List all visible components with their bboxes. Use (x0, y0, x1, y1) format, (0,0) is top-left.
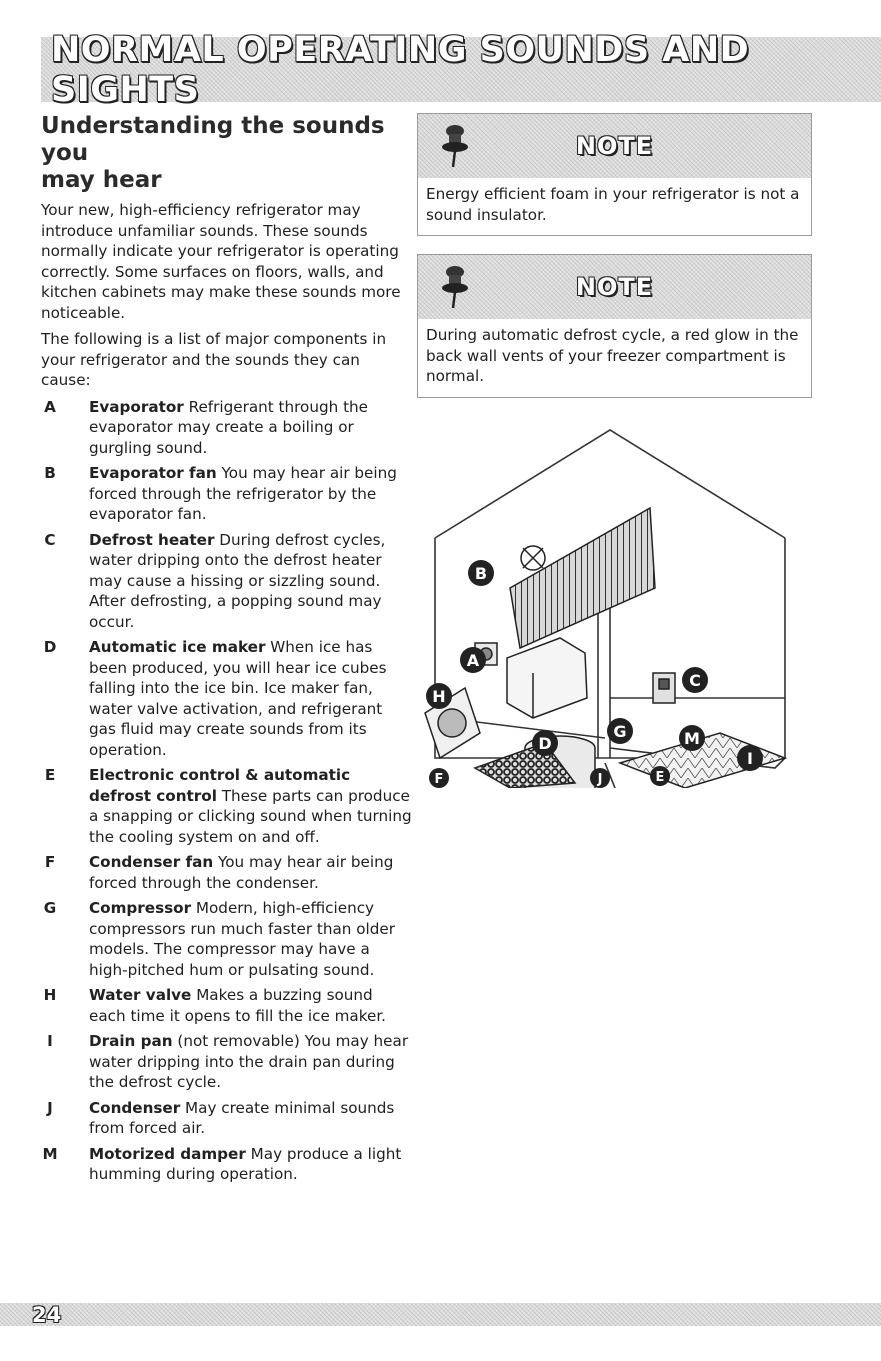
motorized-damper (653, 673, 675, 703)
component-name: Evaporator fan (89, 464, 217, 482)
ice-maker (507, 638, 587, 718)
section-title (41, 113, 413, 194)
component-letter: B (44, 464, 56, 482)
page-banner (41, 29, 881, 110)
component-desc: These parts can produce a snapping or clicking sound when turning the cooling system on and off. (89, 786, 412, 846)
component-letter: E (44, 766, 56, 784)
note-label: NOTE (575, 273, 654, 301)
list-item (41, 397, 413, 459)
list-item (41, 637, 413, 760)
component-list (41, 397, 413, 1185)
svg-text:A: A (466, 651, 480, 670)
page-footer (0, 1303, 881, 1326)
component-desc: During defrost cycles, water dripping onto the defrost heater may cause a hissing or sizzling sound. After defrosting, a popping sound may occur. (89, 530, 386, 631)
section-title-line2: may hear (41, 167, 162, 193)
component-letter: A (44, 397, 56, 416)
page-number: 24 (32, 1302, 62, 1327)
component-letter: J (47, 1098, 53, 1117)
svg-text:F: F (434, 772, 444, 787)
component-desc: May produce a light humming during operation. (89, 1144, 402, 1183)
callout-c (682, 667, 708, 693)
note-box-defrost-glow (417, 254, 812, 398)
list-item (41, 852, 413, 893)
list-item (41, 1031, 413, 1093)
component-desc: You may hear air being forced through the condenser. (89, 853, 394, 892)
svg-text:H: H (432, 687, 446, 706)
svg-text:B: B (474, 564, 488, 583)
note-box-foam (417, 113, 812, 236)
list-item (41, 1098, 413, 1139)
component-letter: F (44, 853, 56, 871)
evaporator-coil (510, 508, 655, 648)
component-letter: C (44, 530, 56, 549)
component-desc: (not removable) You may hear water dripping into the drain pan during the defrost cycle. (89, 1032, 409, 1091)
component-name: Condenser (89, 1098, 181, 1117)
list-item (41, 530, 413, 633)
svg-text:C: C (689, 671, 701, 690)
list-item (41, 1144, 413, 1185)
note-label: NOTE (575, 132, 654, 160)
callout-f (429, 768, 449, 788)
component-name: Water valve (89, 986, 192, 1004)
component-name: Automatic ice maker (89, 638, 266, 656)
svg-text:E: E (655, 770, 665, 785)
component-desc: Refrigerant through the evaporator may create a boiling or gurgling sound. (89, 397, 368, 457)
section-title-line1: Understanding the sounds you (41, 113, 385, 166)
callout-a (460, 647, 486, 673)
intro-paragraph: Your new, high-efficiency refrigerator may introduce unfamiliar sounds. These sounds normally indicate your refrigerator is operating correctly. Some surfaces on floors, walls, and kitchen cabinets may make these sounds more noticeable. (41, 201, 401, 322)
component-desc: When ice has been produced, you will hear ice cubes falling into the ice bin. Ice maker fan, water valve activation, and refrigerant gas fluid may create sounds from its operation. (89, 638, 387, 759)
note-text: Energy efficient foam in your refrigerator is not a sound insulator. (426, 185, 800, 224)
callout-i (737, 745, 763, 771)
callout-b (468, 560, 494, 586)
callout-g (607, 718, 633, 744)
component-name: Motorized damper (89, 1144, 246, 1163)
pushpin-icon (440, 122, 470, 168)
refrigerator-components-diagram (415, 408, 881, 788)
list-item (41, 765, 413, 847)
callout-m (679, 725, 705, 751)
component-letter: G (43, 899, 57, 917)
callout-e (650, 766, 670, 786)
note-header (418, 114, 811, 178)
callout-j (590, 768, 610, 788)
svg-text:M: M (684, 729, 700, 748)
component-letter: M (42, 1144, 58, 1163)
sounds-section (41, 113, 413, 1190)
callout-h (426, 683, 452, 709)
list-item (41, 463, 413, 525)
component-name: Compressor (89, 899, 192, 917)
component-name: Condenser fan (89, 853, 214, 871)
note-text: During automatic defrost cycle, a red glow in the back wall vents of your freezer compartment is normal. (426, 326, 799, 385)
component-letter: H (43, 986, 57, 1004)
svg-text:G: G (613, 722, 627, 741)
component-desc: Modern, high-efficiency compressors run much faster than older models. The compressor may have a high-pitched hum or pulsating sound. (89, 899, 395, 979)
svg-text:J: J (597, 772, 603, 787)
svg-text:I: I (747, 749, 753, 768)
component-name: Electronic control & automatic defrost control (89, 766, 351, 805)
component-desc: May create minimal sounds from forced air. (89, 1098, 395, 1137)
note-header (418, 255, 811, 319)
component-name: Drain pan (89, 1032, 173, 1050)
component-desc: You may hear air being forced through the refrigerator by the evaporator fan. (89, 464, 397, 523)
component-desc: Makes a buzzing sound each time it opens to fill the ice maker. (89, 986, 387, 1025)
component-letter: I (47, 1032, 53, 1050)
list-item (41, 898, 413, 980)
component-name: Evaporator (89, 397, 184, 416)
component-name: Defrost heater (89, 530, 215, 549)
pushpin-icon (440, 263, 470, 309)
footer-band (0, 1303, 881, 1326)
list-item (41, 985, 413, 1026)
evaporator-fan (521, 546, 545, 570)
svg-text:D: D (538, 734, 552, 753)
callout-d (532, 730, 558, 756)
banner-title: NORMAL OPERATING SOUNDS AND SIGHTS (51, 29, 750, 110)
component-letter: D (43, 638, 57, 656)
list-intro-paragraph: The following is a list of major components in your refrigerator and the sounds they can cause: (41, 330, 387, 389)
